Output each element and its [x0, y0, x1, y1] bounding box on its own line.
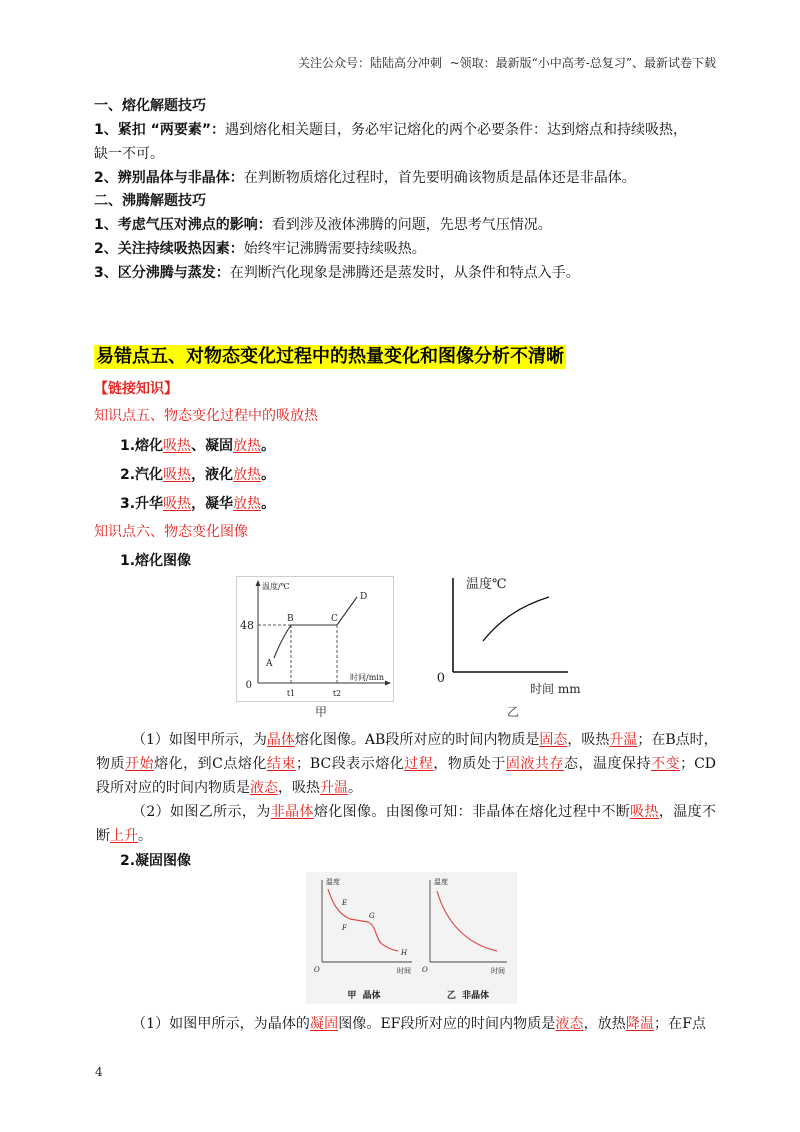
figure-caption-crystal: 甲 晶体 [347, 991, 381, 1001]
x-axis-label: 时间 [491, 967, 505, 975]
link-knowledge-label: 【链接知识】 [94, 381, 178, 397]
boiling-tip-2 [94, 239, 426, 259]
answer-underlined-text: 液态 [250, 780, 278, 796]
melting-tip-1-continuation: 缺一不可。 [94, 146, 164, 162]
answer-underlined-text: 过程 [404, 756, 434, 772]
tip-label: 3、区分沸腾与蒸发： [94, 265, 230, 281]
text-run: ；BC段表示熔化 [295, 756, 405, 772]
melting-para2-line1 [132, 802, 716, 822]
error-point-heading: 易错点五、对物态变化过程中的热量变化和图像分析不清晰 [96, 346, 564, 367]
answer-underlined-text: 液态 [555, 1016, 584, 1032]
answer-underlined-text: 固态 [539, 732, 568, 748]
answer-underlined-text: 降温 [625, 1016, 655, 1032]
point-label-e: E [342, 899, 348, 907]
text-run: 熔化图像。由图像可知：非晶体在熔化过程中不断 [313, 804, 631, 820]
melting-chart-crystal [236, 576, 394, 702]
text-run: ，吸热 [567, 732, 610, 748]
tip-label: 1、紧扣 “两要素”： [94, 122, 226, 138]
answer-underlined-text: 凝固 [310, 1016, 339, 1032]
point-label-h: H [401, 949, 408, 957]
boiling-tip-3 [94, 263, 580, 283]
y-axis-label: 温度 [434, 878, 448, 886]
knowledge5-title: 知识点五、物态变化过程中的吸放热 [94, 408, 318, 424]
text-run: （2）如图乙所示，为 [132, 804, 271, 820]
text-run: ；在F点 [654, 1016, 707, 1032]
tip-text: 在判断物质熔化过程时，首先要明确该物质是晶体还是非晶体。 [243, 170, 636, 186]
origin-label: O [422, 966, 428, 974]
melting-tip-2 [94, 168, 636, 188]
knowledge5-line-1 [120, 436, 275, 456]
origin-label: 0 [436, 671, 445, 686]
boiling-tips-title: 二、沸腾解题技巧 [94, 193, 206, 209]
answer-underlined-text: 吸热 [163, 467, 192, 483]
knowledge5-line-2 [120, 465, 275, 485]
page-header: 关注公众号：陆陆高分冲刺 ~领取：最新版“小中高考-总复习”、最新试卷下载 [297, 56, 716, 70]
tip-text: 遇到熔化相关题目，务必牢记熔化的两个必要条件：达到熔点和持续吸热， [225, 122, 688, 138]
tip-label: 2、关注持续吸热因素： [94, 241, 244, 257]
text-run: 段所对应的时间内物质是 [96, 780, 250, 796]
knowledge6-title: 知识点六、物态变化图像 [94, 524, 248, 540]
answer-underlined-text: 结束 [266, 756, 296, 772]
solidifying-graph-heading: 2.凝固图像 [120, 853, 192, 869]
tip-text: 看到涉及液体沸腾的问题，先思考气压情况。 [271, 217, 552, 233]
x-tick-label-t1: t1 [286, 689, 296, 698]
text-run: ，吸热 [278, 780, 320, 796]
point-label-b: B [287, 614, 294, 624]
tip-label: 2、辨别晶体与非晶体： [94, 170, 244, 186]
x-axis-label: 时间 mm [530, 682, 581, 696]
answer-underlined-text: 晶体 [266, 732, 295, 748]
text-run: ，物质处于 [433, 756, 506, 772]
point-label-g: G [369, 912, 375, 920]
text-run: 物质 [96, 756, 126, 772]
answer-underlined-text: 开始 [125, 756, 155, 772]
bold-text-run: 1.熔化 [120, 438, 164, 454]
melting-para1-line1 [132, 730, 716, 750]
text-run: （1）如图甲所示，为 [132, 732, 267, 748]
point-label-c: C [331, 614, 338, 624]
answer-underlined-text: 不变 [651, 756, 681, 772]
text-run: （1）如图甲所示，为晶体的 [132, 1016, 311, 1032]
answer-underlined-text: 非晶体 [270, 804, 314, 820]
amorphous-melting-curve [483, 597, 549, 641]
bold-text-run: 。 [261, 438, 276, 454]
melting-para1-line3 [96, 778, 362, 798]
bold-text-run: 。 [261, 467, 276, 483]
bold-text-run: 2.汽化 [120, 467, 164, 483]
y-axis-label: 温度/℃ [262, 582, 290, 591]
text-run: 熔化，到C点熔化 [154, 756, 267, 772]
bold-text-run: 。 [261, 496, 276, 512]
melting-graph-heading: 1.熔化图像 [120, 553, 192, 569]
answer-underlined-text: 吸热 [163, 496, 192, 512]
knowledge5-line-3 [120, 494, 275, 514]
text-run: 图像。EF段所对应的时间内物质是 [338, 1016, 556, 1032]
text-run: ，温度不 [658, 804, 717, 820]
boiling-tip-1 [94, 215, 552, 235]
solidifying-figure [306, 872, 517, 1004]
melting-para2-line2 [96, 826, 152, 846]
answer-underlined-text: 吸热 [630, 804, 659, 820]
text-run: 熔化图像。AB段所对应的时间内物质是 [294, 732, 540, 748]
text-run: 态，温度保持 [563, 756, 652, 772]
melting-tip-1 [94, 120, 687, 140]
answer-underlined-text: 放热 [233, 467, 262, 483]
point-label-a: A [266, 659, 273, 669]
x-axis-label: 时间 [397, 967, 411, 975]
bold-text-run: 3.升华 [120, 496, 164, 512]
melting-chart-amorphous [430, 568, 590, 700]
text-run: ；在B点时， [637, 732, 718, 748]
x-tick-label-t2: t2 [332, 689, 342, 698]
text-run: ；CD [680, 756, 717, 772]
x-axis-label: 时间/min [350, 673, 384, 682]
page-number: 4 [95, 1065, 103, 1079]
y-axis-label: 温度 [326, 878, 340, 886]
text-run: 。 [138, 828, 152, 844]
tip-text: 在判断汽化现象是沸腾还是蒸发时，从条件和特点入手。 [229, 265, 580, 281]
answer-underlined-text: 吸热 [163, 438, 192, 454]
figure-caption-amorphous: 乙 非晶体 [446, 991, 490, 1001]
tip-text: 始终牢记沸腾需要持续吸热。 [243, 241, 426, 257]
bold-text-run: ，液化 [191, 467, 234, 483]
answer-underlined-text: 升温 [320, 780, 348, 796]
figure-caption-yi: 乙 [506, 705, 519, 719]
answer-underlined-text: 放热 [233, 438, 262, 454]
y-axis-label: 温度℃ [466, 577, 507, 592]
figure-caption-jia: 甲 [314, 705, 327, 719]
text-run: 。 [348, 780, 362, 796]
answer-underlined-text: 固液共存 [505, 756, 564, 772]
origin-label: 0 [245, 680, 252, 691]
solidifying-para1-line1 [132, 1014, 706, 1034]
point-label-f: F [342, 924, 347, 932]
melting-tips-title: 一、熔化解题技巧 [94, 98, 206, 114]
bold-text-run: 、凝固 [191, 438, 234, 454]
text-run: 断 [96, 828, 110, 844]
bold-text-run: ，凝华 [191, 496, 234, 512]
answer-underlined-text: 放热 [233, 496, 262, 512]
point-label-d: D [360, 592, 368, 602]
figure-background [306, 872, 517, 1004]
tip-label: 1、考虑气压对沸点的影响： [94, 217, 272, 233]
melting-para1-line2 [96, 754, 716, 774]
origin-label: O [314, 966, 320, 974]
y-tick-label: 48 [240, 619, 254, 632]
text-run: ，放热 [583, 1016, 626, 1032]
answer-underlined-text: 升温 [609, 732, 638, 748]
answer-underlined-text: 上升 [110, 828, 138, 844]
